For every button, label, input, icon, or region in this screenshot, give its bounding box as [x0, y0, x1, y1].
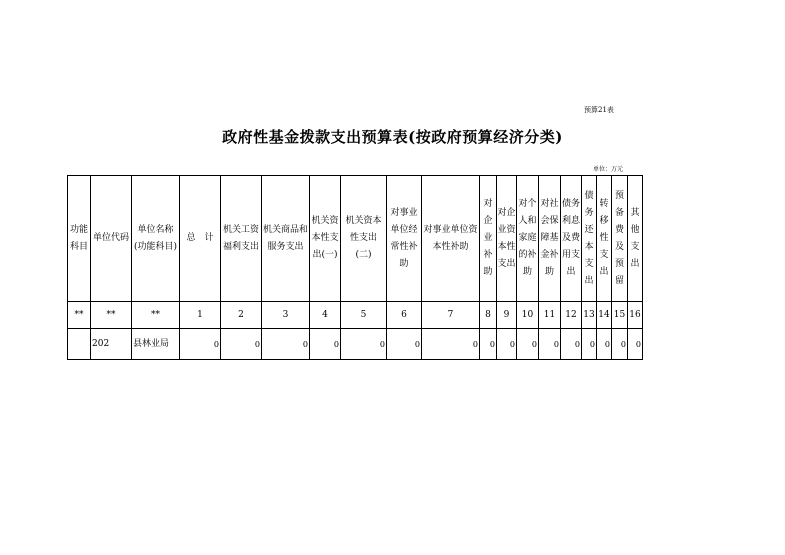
header-col-6: 对事业单位资本性补助 — [422, 176, 480, 302]
index-cell: 15 — [612, 302, 628, 329]
unit-code-cell: 202 — [91, 329, 132, 360]
value-cell: 0 — [597, 329, 612, 360]
index-cell: 11 — [539, 302, 561, 329]
index-cell: 4 — [310, 302, 341, 329]
header-col-13: 转移性支出 — [597, 176, 612, 302]
header-col-5: 对事业单位经常性补助 — [387, 176, 422, 302]
index-cell: 1 — [180, 302, 221, 329]
index-cell: 12 — [561, 302, 582, 329]
func-subject-cell — [68, 329, 91, 360]
header-col-12: 债务还本支出 — [582, 176, 597, 302]
header-unit-code: 单位代码 — [91, 176, 132, 302]
value-cell: 0 — [497, 329, 517, 360]
value-cell: 0 — [310, 329, 341, 360]
header-func-subject: 功能科目 — [68, 176, 91, 302]
index-row — [68, 302, 643, 329]
header-col-14: 预备费及预留 — [612, 176, 628, 302]
header-col-4: 机关资本性支出(二) — [341, 176, 387, 302]
index-cell: ** — [68, 302, 91, 329]
value-cell: 0 — [561, 329, 582, 360]
table-row — [68, 329, 643, 360]
index-cell: ** — [91, 302, 132, 329]
value-cell: 0 — [539, 329, 561, 360]
index-cell: 9 — [497, 302, 517, 329]
index-cell: 6 — [387, 302, 422, 329]
header-col-11: 债务利息及费用支出 — [561, 176, 582, 302]
header-col-9: 对个人和家庭的补助 — [517, 176, 539, 302]
header-col-3: 机关资本性支出(一) — [310, 176, 341, 302]
header-row — [68, 176, 643, 302]
index-cell: 5 — [341, 302, 387, 329]
value-cell: 0 — [612, 329, 628, 360]
header-col-15: 其他支出 — [628, 176, 643, 302]
value-cell: 0 — [387, 329, 422, 360]
page-title: 政府性基金拨款支出预算表(按政府预算经济分类) — [222, 128, 563, 146]
index-cell: 13 — [582, 302, 597, 329]
index-cell: ** — [132, 302, 180, 329]
index-cell: 7 — [422, 302, 480, 329]
header-total: 总 计 — [180, 176, 221, 302]
header-col-1: 机关工资福利支出 — [221, 176, 262, 302]
value-cell: 0 — [221, 329, 262, 360]
index-cell: 10 — [517, 302, 539, 329]
unit-name-cell: 县林业局 — [132, 329, 180, 360]
index-cell: 2 — [221, 302, 262, 329]
budget-table — [67, 175, 643, 360]
value-cell: 0 — [180, 329, 221, 360]
unit-label: 单位：万元 — [593, 166, 624, 173]
index-cell: 3 — [262, 302, 310, 329]
value-cell: 0 — [422, 329, 480, 360]
form-number: 预算21表 — [584, 106, 614, 114]
header-col-2: 机关商品和服务支出 — [262, 176, 310, 302]
header-col-7: 对企业补助 — [480, 176, 497, 302]
value-cell: 0 — [262, 329, 310, 360]
value-cell: 0 — [517, 329, 539, 360]
header-col-8: 对企业资本性支出 — [497, 176, 517, 302]
header-col-10: 对社会保障基金补助 — [539, 176, 561, 302]
index-cell: 16 — [628, 302, 643, 329]
index-cell: 14 — [597, 302, 612, 329]
value-cell: 0 — [480, 329, 497, 360]
value-cell: 0 — [341, 329, 387, 360]
value-cell: 0 — [628, 329, 643, 360]
index-cell: 8 — [480, 302, 497, 329]
value-cell: 0 — [582, 329, 597, 360]
header-unit-name: 单位名称(功能科目) — [132, 176, 180, 302]
